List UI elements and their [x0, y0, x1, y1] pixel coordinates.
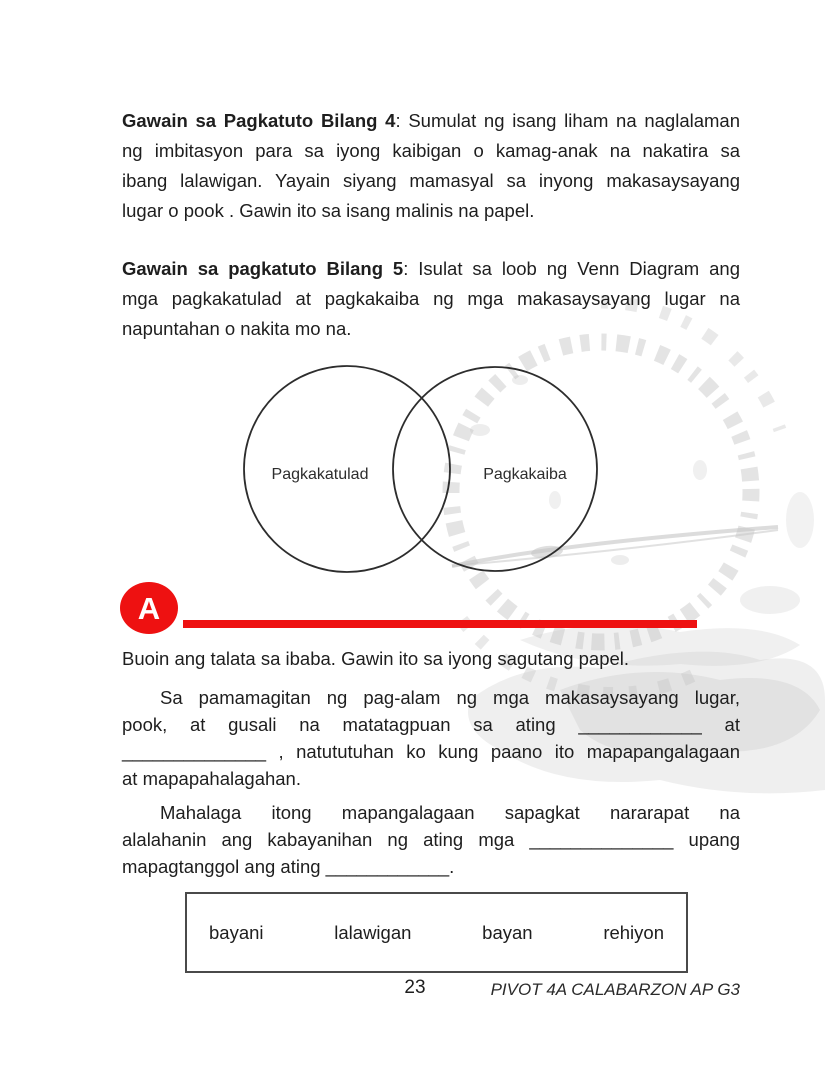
paragraph-line: at mapapahalagahan.	[122, 768, 301, 789]
word-bank-item: bayan	[482, 921, 533, 943]
instruction-text: Buoin ang talata sa ibaba. Gawin ito sa iyong sagutang papel.	[122, 648, 630, 669]
venn-left-label: Pagkakatulad	[271, 466, 369, 483]
word-bank-item: lalawigan	[334, 921, 412, 943]
activity-4-title: Gawain sa Pagkatuto Bilang 4	[122, 110, 396, 131]
fill-paragraph-2	[122, 799, 740, 880]
paragraph-line: ______________ , natututuhan ko kung paano ito mapapangalagaan	[122, 741, 740, 762]
paragraph-line: lugar o pook . Gawin ito sa isang malinis na papel.	[122, 200, 535, 221]
fill-paragraph-1	[122, 684, 740, 792]
section-divider-line	[183, 620, 697, 628]
section-a-letter: A	[137, 590, 161, 626]
word-bank-item: rehiyon	[603, 921, 664, 943]
word-bank-box	[185, 892, 688, 973]
activity-4-paragraph	[122, 106, 740, 226]
paragraph-line: alalahanin ang kabayanihan ng ating mga ______________ upang	[122, 829, 740, 850]
footer-source: PIVOT 4A CALABARZON AP G3	[490, 980, 740, 999]
paragraph-line: Mahalaga itong mapangalagaan sapagkat nararapat na	[160, 802, 740, 823]
section-a-marker	[120, 582, 178, 634]
paragraph-line	[122, 106, 740, 136]
paragraph-line: ibang lalawigan. Yayain siyang mamasyal sa inyong makasaysayang	[122, 170, 740, 191]
paragraph-line: napuntahan o nakita mo na.	[122, 318, 352, 339]
venn-right-label: Pagkakaiba	[483, 466, 567, 483]
word-bank-item: bayani	[209, 921, 264, 943]
instruction-paragraph	[122, 644, 740, 674]
activity-5-title: Gawain sa pagkatuto Bilang 5	[122, 258, 404, 279]
paragraph-line: mga pagkakatulad at pagkakaiba ng mga makasaysayang lugar na	[122, 288, 740, 309]
activity-4-text: : Sumulat ng isang liham na naglalaman	[395, 110, 741, 131]
page-number: 23	[404, 977, 426, 998]
paragraph-line	[122, 254, 740, 284]
paragraph-line: ng imbitasyon para sa iyong kaibigan o kamag-anak na nakatira sa	[122, 140, 740, 161]
paragraph-line: Sa pamamagitan ng pag-alam ng mga makasaysayang lugar,	[160, 687, 740, 708]
activity-5-paragraph	[122, 254, 740, 344]
activity-5-text: : Isulat sa loob ng Venn Diagram ang	[403, 258, 740, 279]
paragraph-line: pook, at gusali na matatagpuan sa ating ____________ at	[122, 714, 740, 735]
paragraph-line: mapagtanggol ang ating ____________.	[122, 856, 455, 877]
